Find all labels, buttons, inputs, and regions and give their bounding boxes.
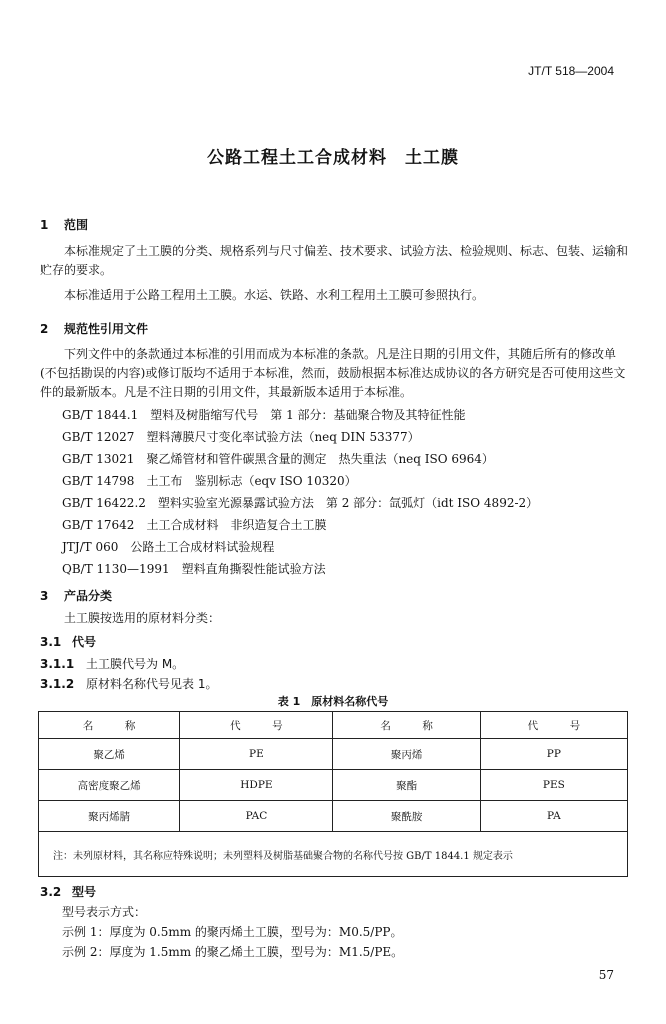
section-1-heading [40, 216, 88, 233]
clause-text: 原材料名称代号见表 1。 [86, 677, 218, 691]
clause-number: 3.1.2 [40, 677, 75, 691]
table-cell: 聚酰胺 [333, 801, 480, 832]
reference-item: GB/T 17642 土工合成材料 非织造复合土工膜 [62, 518, 327, 532]
table-header-row [39, 712, 628, 739]
subsection-title: 代号 [72, 635, 97, 649]
section-3-paragraph-1: 土工膜按选用的原材料分类： [64, 611, 221, 625]
section-2-heading [40, 320, 148, 337]
column-header: 名 称 [39, 712, 180, 739]
section-number: 1 [40, 218, 49, 232]
section-3-heading [40, 587, 112, 604]
section-1-paragraph-1: 本标准规定了土工膜的分类、规格系列与尺寸偏差、技术要求、试验方法、检验规则、标志、包装、运输和贮存的要求。 [40, 244, 629, 277]
table-row [39, 801, 628, 832]
model-format-line: 型号表示方式： [62, 905, 147, 919]
subsection-title: 型号 [72, 885, 97, 899]
table-note: 注：未列原材料，其名称应特殊说明；未列塑料及树脂基础聚合物的名称代号按 GB/T 1844.1 规定表示 [39, 832, 628, 877]
example-1: 示例 1：厚度为 0.5mm 的聚丙烯土工膜，型号为：M0.5/PP。 [62, 925, 403, 939]
subsection-3-1-heading [40, 633, 96, 650]
clause-3-1-2 [40, 675, 217, 692]
standard-number: JT/T 518—2004 [528, 64, 614, 78]
reference-item: GB/T 1844.1 塑料及树脂缩写代号 第 1 部分：基础聚合物及其特征性能 [62, 408, 466, 422]
table-caption: 表 1 原材料名称代号 [277, 695, 389, 708]
column-header: 代 号 [180, 712, 333, 739]
column-header: 名 称 [333, 712, 480, 739]
subsection-number: 3.2 [40, 885, 62, 899]
table-cell: 聚酯 [333, 770, 480, 801]
reference-item: QB/T 1130—1991 塑料直角撕裂性能试验方法 [62, 562, 326, 576]
reference-item: GB/T 16422.2 塑料实验室光源暴露试验方法 第 2 部分：氙弧灯（idt ISO 4892-2） [62, 496, 539, 510]
section-title: 规范性引用文件 [64, 322, 149, 336]
page-number: 57 [598, 968, 614, 982]
table-cell: 聚乙烯 [39, 739, 180, 770]
table-cell: 高密度聚乙烯 [39, 770, 180, 801]
section-title: 产品分类 [64, 589, 113, 603]
column-header: 代 号 [480, 712, 627, 739]
material-code-table [38, 711, 628, 877]
subsection-number: 3.1 [40, 635, 62, 649]
table-cell: 聚丙烯腈 [39, 801, 180, 832]
section-number: 3 [40, 589, 49, 603]
clause-number: 3.1.1 [40, 657, 75, 671]
table-cell: 聚丙烯 [333, 739, 480, 770]
subsection-3-2-heading [40, 883, 96, 900]
clause-text: 土工膜代号为 M。 [86, 657, 185, 671]
reference-item: JTJ/T 060 公路土工合成材料试验规程 [62, 540, 275, 554]
section-1-paragraph-2: 本标准适用于公路工程用土工膜。水运、铁路、水利工程用土工膜可参照执行。 [64, 288, 485, 302]
section-number: 2 [40, 322, 49, 336]
section-title: 范围 [64, 218, 89, 232]
table-cell: PE [180, 739, 333, 770]
section-2-paragraph-1: 下列文件中的条款通过本标准的引用而成为本标准的条款。凡是注日期的引用文件，其随后所有的修改单(不包括勘误的内容)或修订版均不适用于本标准，然而，鼓励根据本标准达成协议的各方研究是否可使用这些文件的最新版本。凡是不注日期的引用文件，其最新版本适用于本标准。 [40, 347, 626, 399]
reference-item: GB/T 14798 土工布 鉴别标志（eqv ISO 10320） [62, 474, 357, 488]
reference-item: GB/T 12027 塑料薄膜尺寸变化率试验方法（neq DIN 53377） [62, 430, 420, 444]
table-row [39, 770, 628, 801]
table-cell: PA [480, 801, 627, 832]
table-cell: PP [480, 739, 627, 770]
table-cell: HDPE [180, 770, 333, 801]
document-title: 公路工程土工合成材料 土工膜 [207, 148, 459, 168]
table-cell: PES [480, 770, 627, 801]
table-note-row [39, 832, 628, 877]
example-2: 示例 2：厚度为 1.5mm 的聚乙烯土工膜，型号为：M1.5/PE。 [62, 945, 404, 959]
clause-3-1-1 [40, 655, 184, 672]
table-row [39, 739, 628, 770]
table-cell: PAC [180, 801, 333, 832]
reference-item: GB/T 13021 聚乙烯管材和管件碳黑含量的测定 热失重法（neq ISO 6964） [62, 452, 494, 466]
